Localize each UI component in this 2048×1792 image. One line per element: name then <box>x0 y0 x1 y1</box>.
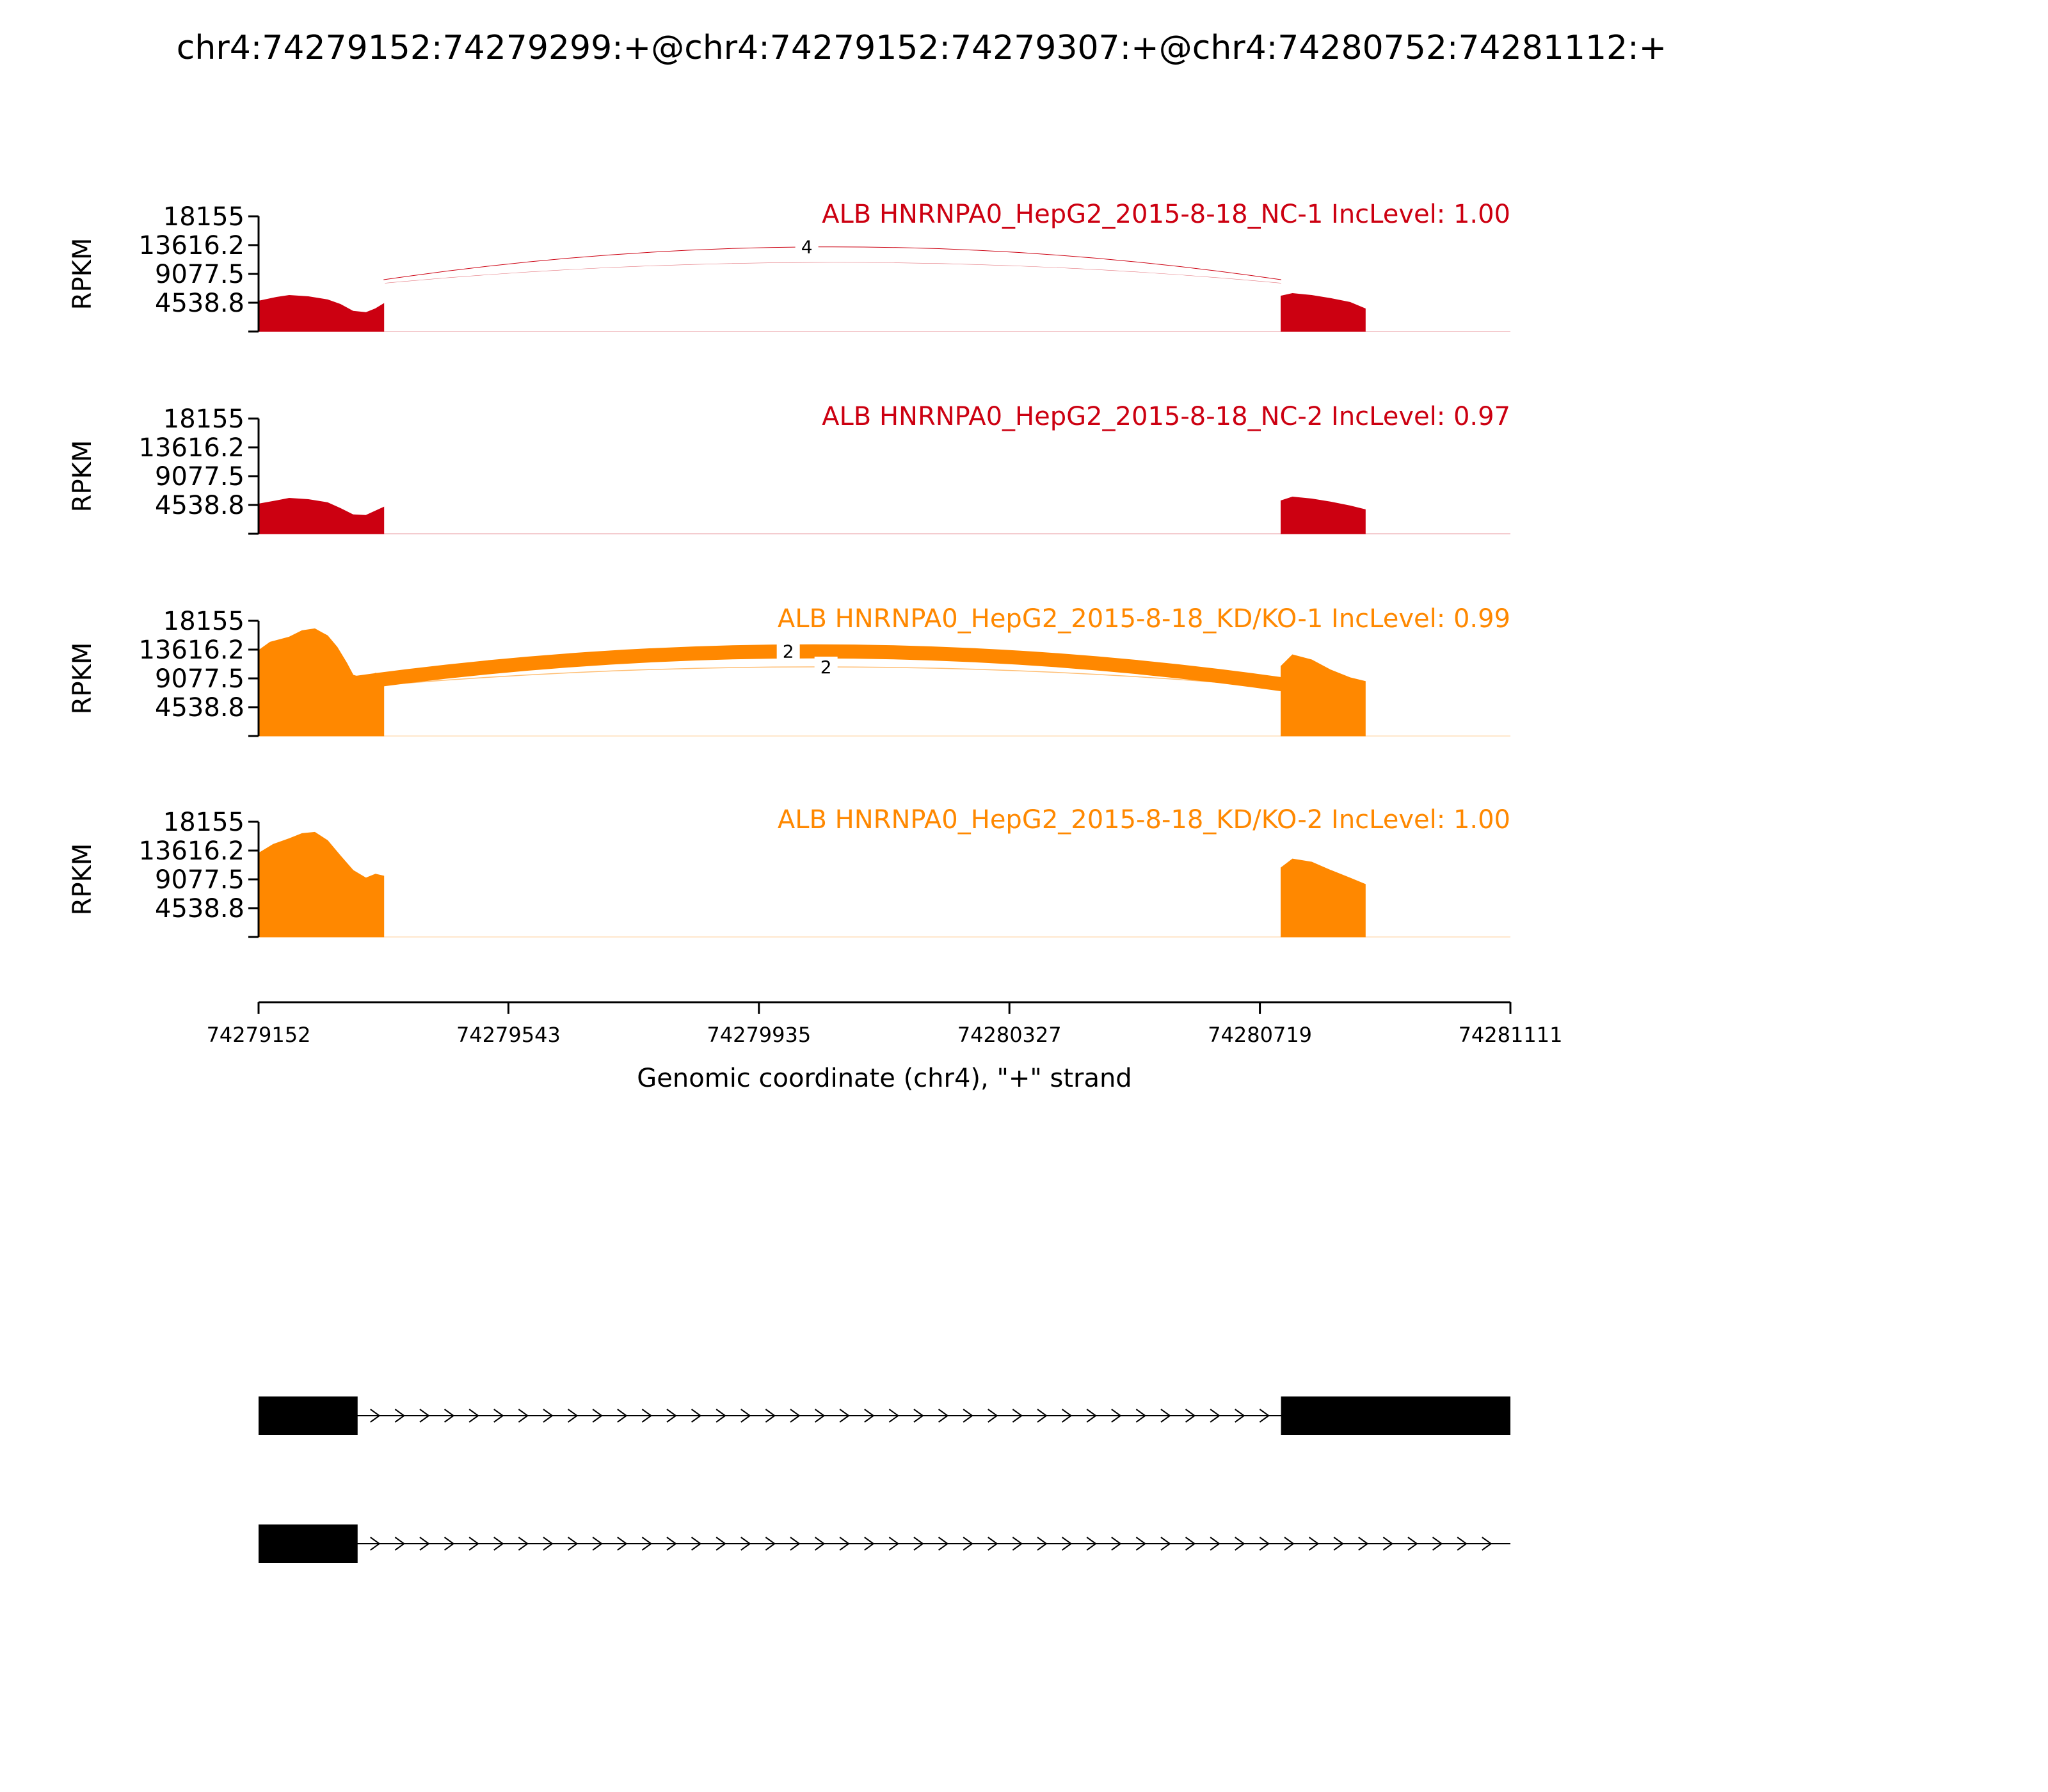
track-label-4: ALB HNRNPA0_HepG2_2015-8-18_KD/KO-2 IncLevel: 1.00 <box>777 805 1510 835</box>
junction-count-3-2: 2 <box>820 657 832 678</box>
coverage-area-1-2 <box>1281 294 1366 332</box>
y-axis-label-4: RPKM <box>68 843 97 916</box>
y-tick-label-1-1: 18155 <box>163 202 244 232</box>
track-label-3: ALB HNRNPA0_HepG2_2015-8-18_KD/KO-1 IncLevel: 0.99 <box>777 604 1510 634</box>
y-tick-label-1-4: 4538.8 <box>155 288 244 318</box>
x-tick-label-3: 74279935 <box>707 1023 812 1047</box>
y-tick-label-3-1: 18155 <box>163 607 244 636</box>
y-axis-label-2: RPKM <box>68 440 97 513</box>
x-tick-label-5: 74280719 <box>1208 1023 1313 1047</box>
y-tick-label-2-2: 13616.2 <box>138 433 244 463</box>
y-tick-label-3-2: 13616.2 <box>138 636 244 666</box>
x-tick-label-1: 74279152 <box>206 1023 311 1047</box>
y-tick-label-4-2: 13616.2 <box>138 836 244 867</box>
y-tick-label-3-3: 9077.5 <box>155 664 244 694</box>
chart-title: chr4:74279152:74279299:+@chr4:74279152:74279307:+@chr4:74280752:74281112:+ <box>176 29 1667 67</box>
gene-exon-2-1 <box>259 1524 358 1563</box>
gene-exon-1-1 <box>259 1396 358 1435</box>
y-tick-label-2-4: 4538.8 <box>155 490 244 520</box>
coverage-area-3-2 <box>1281 655 1366 736</box>
y-axis-label-1: RPKM <box>68 237 97 310</box>
coverage-area-2-1 <box>259 499 384 534</box>
x-tick-label-4: 74280327 <box>957 1023 1062 1047</box>
junction-arc-1-1 <box>384 247 1281 280</box>
y-tick-label-4-1: 18155 <box>163 808 244 837</box>
coverage-area-2-2 <box>1281 497 1366 534</box>
junction-count-3-1: 2 <box>782 641 794 662</box>
y-tick-label-1-2: 13616.2 <box>138 231 244 261</box>
x-axis-label: Genomic coordinate (chr4), "+" strand <box>637 1064 1132 1093</box>
junction-arc-3-1 <box>347 652 1281 684</box>
gene-exon-1-2 <box>1281 1396 1510 1435</box>
y-tick-label-3-4: 4538.8 <box>155 692 244 723</box>
y-axis-label-3: RPKM <box>68 642 97 715</box>
track-label-1: ALB HNRNPA0_HepG2_2015-8-18_NC-1 IncLevel: 1.00 <box>822 200 1510 229</box>
coverage-area-1-1 <box>259 296 384 332</box>
y-tick-label-4-3: 9077.5 <box>155 865 244 895</box>
track-label-2: ALB HNRNPA0_HepG2_2015-8-18_NC-2 IncLevel: 0.97 <box>822 402 1510 431</box>
junction-count-1-1: 4 <box>801 236 813 258</box>
x-tick-label-6: 74281111 <box>1458 1023 1563 1047</box>
coverage-area-4-1 <box>259 832 384 937</box>
x-tick-label-2: 74279543 <box>456 1023 561 1047</box>
y-tick-label-2-3: 9077.5 <box>155 462 244 492</box>
y-tick-label-2-1: 18155 <box>163 404 244 434</box>
coverage-area-4-2 <box>1281 859 1366 937</box>
y-tick-label-1-3: 9077.5 <box>155 260 244 289</box>
y-tick-label-4-4: 4538.8 <box>155 893 244 924</box>
junction-arc-1-2 <box>385 262 1281 283</box>
